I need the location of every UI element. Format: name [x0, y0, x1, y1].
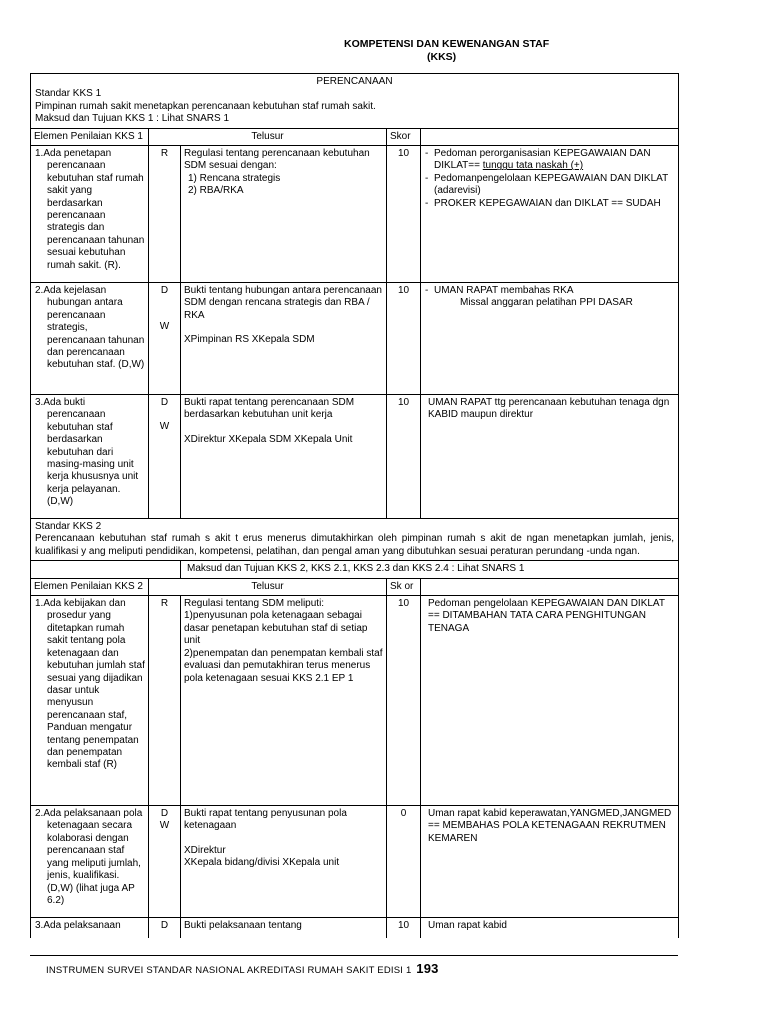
telusur-line: Bukti pelaksanaan tentang — [184, 920, 302, 932]
table-row — [31, 395, 679, 519]
note-item: Uman rapat kabid keperawatan,YANGMED,JANGMED == MEMBAHAS POLA KETENAGAAN REKRUTMEN KEMAREN — [428, 808, 672, 844]
section-row — [31, 519, 679, 561]
table-row — [31, 806, 679, 918]
skor-cell: 10 — [387, 596, 421, 806]
note-item: Uman rapat kabid — [428, 920, 507, 932]
telusur-line: Bukti tentang hubungan antara perencanaan SDM dengan rencana strategis dan RBA / RKA — [184, 285, 382, 321]
table-header-row — [31, 128, 679, 145]
table-row — [31, 918, 679, 938]
elemen-text: 2.Ada kejelasan hubungan antara perencanaan strategis, perencanaan tahunan dan perencanaan kebutuhan staf. (D,W) — [35, 285, 145, 371]
header-skor: Sk or — [387, 578, 421, 595]
elemen-text: 2.Ada pelaksanaan pola ketenagaan secara kolaborasi dengan perencanaan staf yang meliputi jumlah, jenis, kualifikasi. (D,W) (lihat juga AP 6.2) — [35, 808, 143, 906]
telusur-line: Bukti rapat tentang perencanaan SDM berdasarkan kebutuhan unit kerja — [184, 397, 355, 421]
telusur-line: Bukti rapat tentang penyusunan pola ketenagaan — [184, 808, 347, 832]
elemen-text: 3.Ada pelaksanaan — [35, 920, 121, 932]
note-item: - UMAN RAPAT membahas RKA — [434, 285, 675, 297]
code-cell: R — [149, 596, 181, 806]
page-footer — [46, 961, 439, 976]
code-cell: D — [149, 918, 181, 938]
elemen-text: 1.Ada penetapan perencanaan kebutuhan staf rumah sakit yang berdasarkan perencanaan strategis dan perencanaan tahunan sesuai kebutuhan rumah sakit. (R). — [35, 148, 145, 271]
note-item: - PROKER KEPEGAWAIAN dan DIKLAT == SUDAH — [434, 198, 675, 210]
note-item: UMAN RAPAT ttg perencanaan kebutuhan tenaga dgn KABID maupun direktur — [428, 397, 670, 421]
skor-cell: 10 — [387, 918, 421, 938]
table-row — [31, 283, 679, 395]
header-skor: Skor — [387, 128, 421, 145]
code-cell: D — [160, 285, 169, 297]
section-row — [31, 74, 679, 129]
table-row — [31, 596, 679, 806]
code-cell: W — [159, 321, 170, 333]
document-title: KOMPETENSI DAN KEWENANGAN STAF — [344, 38, 550, 50]
footer-text: INSTRUMEN SURVEI STANDAR NASIONAL AKREDITASI RUMAH SAKIT EDISI 1 — [46, 965, 412, 976]
document-subtitle: (KKS) — [427, 51, 457, 63]
skor-cell: 10 — [387, 283, 421, 395]
telusur-line: XPimpinan RS XKepala SDM — [184, 334, 315, 346]
header-notes — [421, 128, 679, 145]
note-item: Pedoman pengelolaan KEPEGAWAIAN DAN DIKLAT == DITAMBAHAN TATA CARA PENGHITUNGAN TENAGA — [428, 598, 665, 634]
code-cell: W — [159, 820, 170, 832]
telusur-line: Regulasi tentang perencanaan kebutuhan SDM sesuai dengan: — [184, 148, 370, 172]
skor-cell: 10 — [387, 146, 421, 283]
footer-rule — [30, 955, 678, 956]
header-telusur: Telusur — [149, 578, 387, 595]
assessment-table — [30, 73, 679, 938]
standard-2-label: Standar KKS 2 — [35, 521, 102, 533]
standard-2-maksud: Maksud dan Tujuan KKS 2, KKS 2.1, KKS 2.3 dan KKS 2.4 : Lihat SNARS 1 — [181, 561, 679, 578]
standard-2-text: Perencanaan kebutuhan staf rumah s akit t erus menerus dimutakhirkan oleh pimpinan rumah s akit de ngan menetapkan jumlah, jenis, kualifikasi y ang meliputi pendidikan, kompetensi, pelatihan, dan pengal aman yang dibutuhkan sesuai peraturan perundang -unda ngan. — [35, 533, 674, 557]
header-elemen: Elemen Penilaian KKS 1 — [31, 128, 149, 145]
table-header-row — [31, 578, 679, 595]
skor-cell: 10 — [387, 395, 421, 519]
standard-1-text: Pimpinan rumah sakit menetapkan perencanaan kebutuhan staf rumah sakit. — [35, 100, 376, 112]
note-item: - Pedoman perorganisasian KEPEGAWAIAN DAN DIKLAT== tunggu tata naskah (+) — [434, 148, 675, 173]
telusur-line: evaluasi dan pemutakhiran terus menerus pola ketenagaan sesuai KKS 2.1 EP 1 — [184, 660, 371, 684]
code-cell: R — [149, 146, 181, 283]
header-elemen: Elemen Penilaian KKS 2 — [31, 578, 149, 595]
note-item: - Pedomanpengelolaan KEPEGAWAIAN DAN DIKLAT (adarevisi) — [434, 173, 675, 198]
telusur-line: 1) Rencana strategis — [188, 172, 281, 184]
telusur-line: XDirektur — [184, 844, 226, 856]
elemen-text: 1.Ada kebijakan dan prosedur yang ditetapkan rumah sakit tentang pola ketenagaan dan kebutuhan jumlah staf sesuai yang dijadikan dasar untuk menyusun perencanaan staf, Panduan mengatur tentang penempatan dan penempatan kembali staf (R) — [35, 598, 145, 771]
telusur-line: XDirektur XKepala SDM XKepala Unit — [184, 433, 353, 445]
note-underline: tunggu tata naskah (+) — [482, 160, 584, 172]
telusur-line: XKepala bidang/divisi XKepala unit — [184, 857, 340, 869]
telusur-line: 2)penempatan dan penempatan kembali staf — [184, 647, 383, 659]
notes-list — [424, 285, 675, 297]
telusur-line: Regulasi tentang SDM meliputi: — [184, 598, 325, 610]
section-title: PERENCANAAN — [316, 76, 393, 87]
code-cell: W — [159, 421, 170, 433]
code-cell: D — [160, 808, 169, 820]
notes-list — [424, 148, 675, 210]
page-number: 193 — [416, 961, 439, 976]
header-telusur: Telusur — [149, 128, 387, 145]
maksud-row — [31, 561, 679, 578]
skor-cell: 0 — [387, 806, 421, 918]
elemen-text: 3.Ada bukti perencanaan kebutuhan staf berdasarkan kebutuhan dari masing-masing unit kerja khususnya unit kerja pelayanan. (D,W) — [35, 397, 139, 508]
code-cell: D — [160, 397, 169, 409]
standard-1-label: Standar KKS 1 — [35, 88, 102, 100]
telusur-line: 1)penyusunan pola ketenagaan sebagai dasar penetapan kebutuhan staf di setiap unit — [184, 610, 368, 647]
header-notes — [421, 578, 679, 595]
telusur-line: 2) RBA/RKA — [188, 185, 244, 197]
note-item: Missal anggaran pelatihan PPI DASAR — [460, 297, 633, 309]
table-row — [31, 146, 679, 283]
standard-1-maksud: Maksud dan Tujuan KKS 1 : Lihat SNARS 1 — [35, 113, 229, 125]
